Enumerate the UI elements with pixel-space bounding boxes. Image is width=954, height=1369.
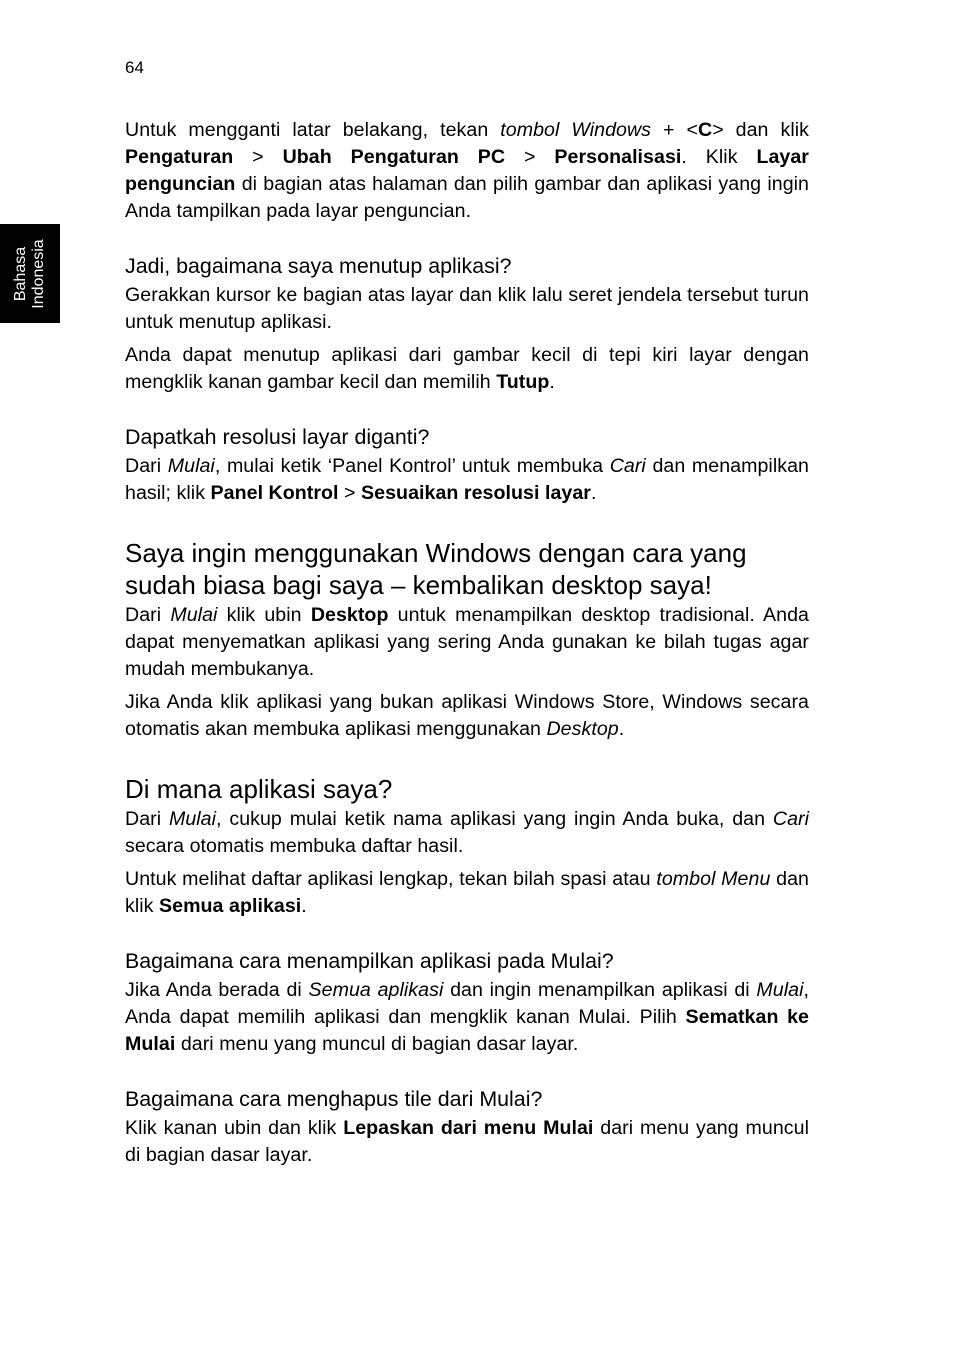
show-on-start-heading: Bagaimana cara menampilkan aplikasi pada Mulai?: [125, 949, 614, 973]
where-apps-paragraph-1: Dari Mulai, cukup mulai ketik nama aplikasi yang ingin Anda buka, dan Cari secara otomatis membuka daftar hasil.: [125, 808, 810, 857]
desktop-section-heading: Saya ingin menggunakan Windows dengan cara yang sudah biasa bagi saya – kembalikan desktop saya!: [125, 538, 747, 600]
language-side-tab: [0, 224, 60, 323]
page-number: 64: [125, 58, 144, 77]
close-app-paragraph-1: Gerakkan kursor ke bagian atas layar dan klik lalu seret jendela tersebut turun untuk menutup aplikasi.: [125, 284, 809, 333]
where-apps-heading: Di mana aplikasi saya?: [125, 774, 393, 804]
show-on-start-paragraph: Jika Anda berada di Semua aplikasi dan ingin menampilkan aplikasi di Mulai, Anda dapat memilih aplikasi dan mengklik kanan Mulai. Pilih Sematkan ke Mulai dari menu yang muncul di bagian dasar layar.: [125, 979, 809, 1055]
remove-tile-paragraph: Klik kanan ubin dan klik Lepaskan dari menu Mulai dari menu yang muncul di bagian dasar layar.: [125, 1117, 809, 1166]
remove-tile-heading: Bagaimana cara menghapus tile dari Mulai?: [125, 1087, 543, 1111]
page-content: [125, 117, 809, 1175]
resolution-paragraph: Dari Mulai, mulai ketik ‘Panel Kontrol’ untuk membuka Cari dan menampilkan hasil; klik Panel Kontrol > Sesuaikan resolusi layar.: [125, 455, 809, 504]
close-app-heading: Jadi, bagaimana saya menutup aplikasi?: [125, 254, 512, 278]
desktop-paragraph-2: Jika Anda klik aplikasi yang bukan aplikasi Windows Store, Windows secara otomatis akan membuka aplikasi menggunakan Desktop.: [125, 691, 809, 740]
close-app-paragraph-2: Anda dapat menutup aplikasi dari gambar kecil di tepi kiri layar dengan mengklik kanan gambar kecil dan memilih Tutup.: [125, 344, 809, 393]
lock-screen-paragraph: Untuk mengganti latar belakang, tekan tombol Windows + <C> dan klik Pengaturan > Ubah Pengaturan PC > Personalisasi. Klik Layar penguncian di bagian atas halaman dan pilih gambar dan aplikasi yang ingin Anda tampilkan pada layar penguncian.: [125, 119, 809, 222]
desktop-paragraph-1: Dari Mulai klik ubin Desktop untuk menampilkan desktop tradisional. Anda dapat menyematkan aplikasi yang sering Anda gunakan ke bilah tugas agar mudah membukanya.: [125, 604, 809, 680]
resolution-heading: Dapatkah resolusi layar diganti?: [125, 425, 430, 449]
language-side-tab-label: Bahasa Indonesia: [12, 238, 47, 309]
where-apps-paragraph-2: Untuk melihat daftar aplikasi lengkap, tekan bilah spasi atau tombol Menu dan klik Semua aplikasi.: [125, 868, 809, 917]
